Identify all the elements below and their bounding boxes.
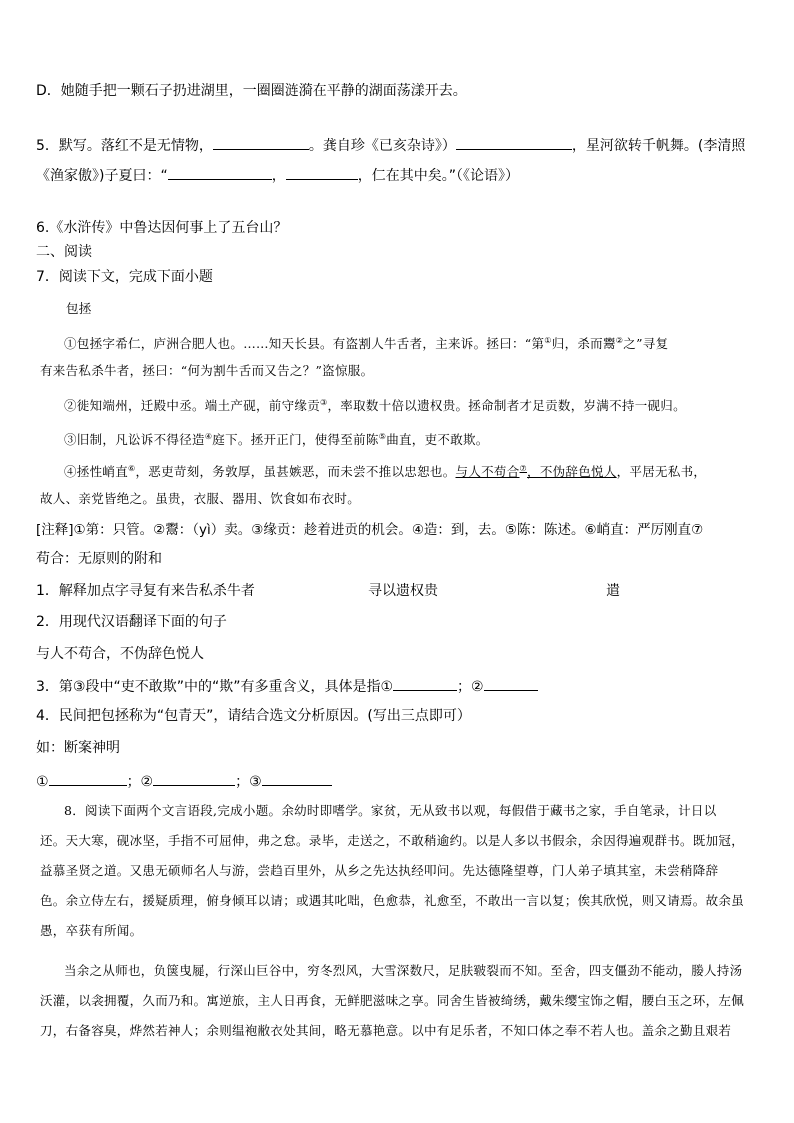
question-8-line5: 愚，卒获有所闻。: [40, 923, 143, 938]
passage-p4-cont: 故人、亲党皆绝之。虽贵，衣服、器用、饮食如布衣时。: [40, 491, 361, 506]
passage-p2: ②徙知端州，迁殿中丞。端土产砚，前守缘贡③，率取数十倍以遗权贵。拯命制者才足贡数，岁满不持一砚归。: [64, 398, 686, 414]
sub-question-4: 4．民间把包拯称为“包青天”，请结合选文分析原因。(写出三点即可）: [36, 708, 471, 724]
sub-question-2-sentence: 与人不苟合，不伪辞色悦人: [36, 646, 204, 662]
answer-blank[interactable]: [153, 771, 235, 786]
question-5-line1: 5．默写。落红不是无情物， 。龚自珍《已亥杂诗》） ，星河欲转千帆舞。(李清照: [36, 135, 745, 155]
section-heading: 二、阅读: [36, 244, 92, 260]
answer-blank[interactable]: [49, 771, 127, 786]
option-d: D．她随手把一颗石子扔进湖里，一圈圈涟漪在平静的湖面荡漾开去。: [36, 83, 467, 99]
sub-question-2: 2．用现代汉语翻译下面的句子: [36, 614, 227, 630]
question-8-line2: 还。天大寒，砚冰坚，手指不可屈伸，弗之怠。录毕，走送之，不敢稍逾约。以是人多以书假余，余因得遍观群书。既加冠，: [40, 833, 745, 848]
question-6: 6.《水浒传》中鲁达因何事上了五台山？: [36, 220, 288, 236]
question-8-line8: 刀，右备容臭，烨然若神人；余则缊袍敝衣处其间，略无慕艳意。以中有足乐者，不知口体之奉不若人也。盖余之勤且艰若: [40, 1023, 732, 1038]
annotation-line1: [注释]①第：只管。②鬻：（yì）卖。③缘贡：趁着进贡的机会。④造：到，去。⑤陈：陈述。⑥峭直：严厉刚直⑦: [36, 522, 704, 538]
answer-blank[interactable]: [484, 676, 538, 691]
question-8-line6: 当余之从师也，负箧曳屣，行深山巨谷中，穷冬烈风，大雪深数尺，足肤皲裂而不知。至舍，四支僵劲不能动，媵人持汤: [64, 963, 743, 978]
annotation-line2: 苟合：无原则的附和: [36, 551, 162, 567]
passage-p1: ①包拯字希仁，庐洲合肥人也。……知天长县。有盗割人牛舌者，主来诉。拯曰：“第①归，杀而鬻②之”寻复: [64, 336, 669, 352]
passage-p1-cont: 有来告私杀牛者，拯曰：“何为割牛舌而又告之？”盗惊服。: [40, 363, 374, 378]
passage-title: 包拯: [66, 301, 92, 316]
question-7-heading: 7．阅读下文，完成下面小题: [36, 269, 213, 285]
answer-blank[interactable]: [286, 165, 358, 180]
answer-blank[interactable]: [262, 771, 332, 786]
question-8-line3: 益慕圣贤之道。又患无硕师名人与游，尝趋百里外，从乡之先达执经叩问。先达德隆望尊，门人弟子填其室，未尝稍降辞: [40, 863, 719, 878]
answer-blank[interactable]: [213, 135, 309, 150]
answer-blank[interactable]: [168, 165, 272, 180]
passage-p3: ③旧制，凡讼诉不得径造④庭下。拯开正门，使得至前陈⑤曲直，吏不敢欺。: [64, 432, 489, 448]
sub-question-3: 3．第③段中“吏不敢欺”中的“欺”有多重含义，具体是指① ；②: [36, 676, 538, 696]
question-5-line2: 《渔家傲》)子夏曰：“ ， ，仁在其中矣。”（《论语》）: [36, 165, 519, 185]
question-8-line7: 沃灌，以衾拥覆，久而乃和。寓逆旅，主人日再食，无鲜肥滋味之享。同舍生皆被绮绣，戴朱缨宝饰之帽，腰白玉之环，左佩: [40, 993, 745, 1008]
question-8-line4: 色。余立侍左右，援疑质理，俯身倾耳以请；或遇其叱咄，色愈恭，礼愈至，不敢出一言以复；俟其欣悦，则又请焉。故余虽: [40, 893, 745, 908]
question-8-line1: 8．阅读下面两个文言语段,完成小题。余幼时即嗜学。家贫，无从致书以观，每假借于藏书之家，手自笔录，计日以: [64, 803, 717, 818]
answer-blank[interactable]: [456, 135, 572, 150]
answer-blank[interactable]: [393, 676, 457, 691]
passage-p4: ④拯性峭直⑥，恶吏苛刻，务敦厚，虽甚嫉恶，而未尝不推以忠恕也。与人不苟合⑦，不伪辞色悦人，平居无私书，: [64, 464, 707, 480]
sub-question-4-example: 如：断案神明: [36, 740, 120, 756]
sub-question-1: 1．解释加点字寻复有来告私杀牛者 寻以遗权贵 遣: [36, 583, 620, 599]
sub-question-4-answers: ① ；② ；③: [36, 771, 332, 791]
